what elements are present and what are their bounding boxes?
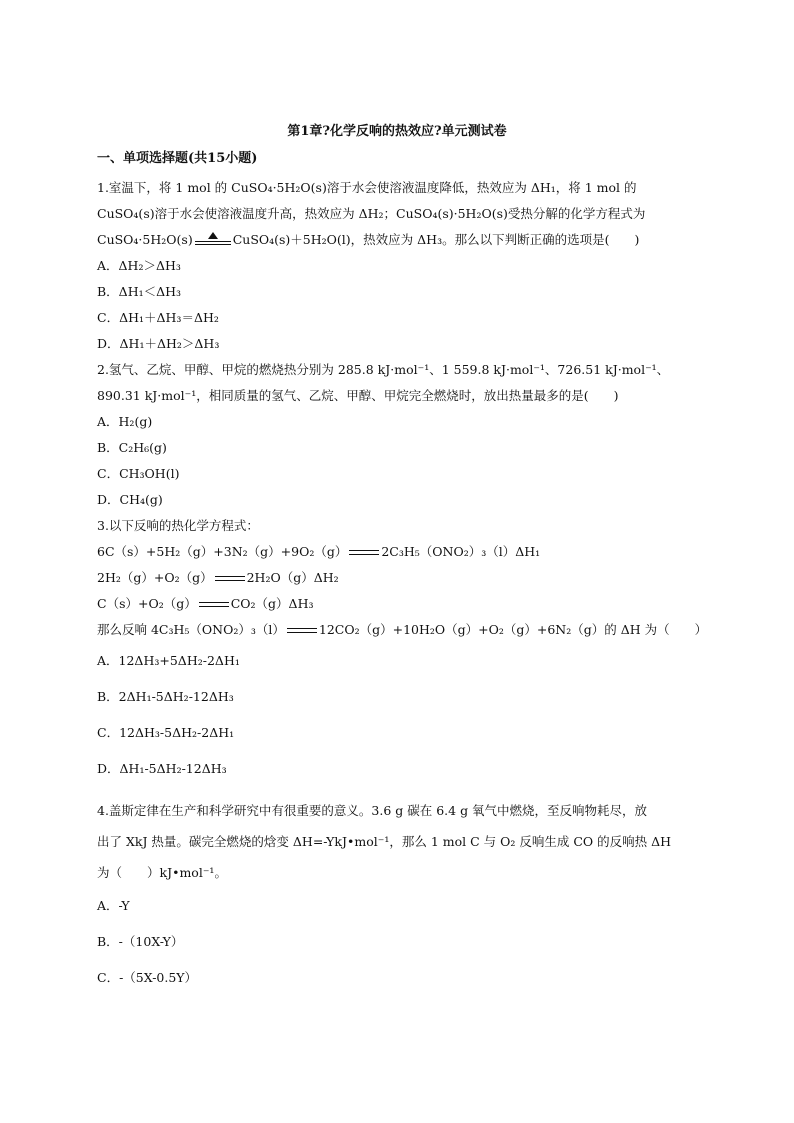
question-2: [97, 357, 707, 513]
page-title: 第1章?化学反响的热效应?单元测试卷: [287, 124, 507, 139]
q1-option-d: D．ΔH₁＋ΔH₂＞ΔH₃: [97, 336, 220, 351]
q4-option-b: B．-（10X-Y）: [97, 934, 184, 949]
document-body: [97, 149, 707, 996]
q1-option-a: A．ΔH₂＞ΔH₃: [97, 258, 181, 273]
q3-equation-2: [97, 565, 707, 591]
question-1: [97, 175, 707, 357]
q3-eq3-right: CO₂（g）ΔH₃: [230, 596, 314, 611]
q2-option-b: B．C₂H₆(g): [97, 440, 167, 455]
q3-eq2-left: 2H₂（g）+O₂（g）: [97, 570, 213, 585]
question-4: [97, 795, 707, 996]
q3-equation-3: [97, 591, 707, 617]
q3-ask-left: 那么反响 4C₃H₅（ONO₂）₃（l）: [97, 622, 285, 637]
equals-arrow-icon: [199, 602, 229, 607]
q3-eq1-right: 2C₃H₅（ONO₂）₃（l）ΔH₁: [381, 544, 541, 559]
q3-eq2-right: 2H₂O（g）ΔH₂: [246, 570, 339, 585]
heat-arrow-icon: [193, 235, 233, 247]
q4-line3: 为（ ）kJ•mol⁻¹。: [97, 865, 227, 880]
q4-line2: 出了 XkJ 热量。碳完全燃烧的焓变 ΔH=-YkJ•mol⁻¹，那么 1 mol C 与 O₂ 反响生成 CO 的反响热 ΔH: [97, 834, 672, 849]
question-3: [97, 513, 707, 787]
equals-arrow-icon: [215, 576, 245, 581]
q1-option-c: C．ΔH₁＋ΔH₃＝ΔH₂: [97, 310, 219, 325]
q3-eq1-left: 6C（s）+5H₂（g）+3N₂（g）+9O₂（g）: [97, 544, 348, 559]
q3-option-a: A．12ΔH₃+5ΔH₂-2ΔH₁: [97, 653, 240, 668]
q1-line1: 1.室温下，将 1 mol 的 CuSO₄·5H₂O(s)溶于水会使溶液温度降低，热效应为 ΔH₁，将 1 mol 的: [97, 180, 637, 195]
q2-option-a: A．H₂(g): [97, 414, 153, 429]
q1-reactant: CuSO₄·5H₂O(s): [97, 232, 193, 247]
equals-arrow-icon: [349, 550, 379, 555]
q1-option-b: B．ΔH₁＜ΔH₃: [97, 284, 182, 299]
q2-option-c: C．CH₃OH(l): [97, 466, 180, 481]
q3-ask-right: 12CO₂（g）+10H₂O（g）+O₂（g）+6N₂（g）的 ΔH 为（ ）: [318, 622, 708, 637]
q3-eq3-left: C（s）+O₂（g）: [97, 596, 197, 611]
q4-option-c: C．-（5X-0.5Y）: [97, 970, 198, 985]
q1-line2: CuSO₄(s)溶于水会使溶液温度升高，热效应为 ΔH₂；CuSO₄(s)·5H₂O(s)受热分解的化学方程式为: [97, 206, 646, 221]
q4-option-a: A．-Y: [97, 898, 130, 913]
q2-option-d: D．CH₄(g): [97, 492, 163, 507]
q1-line3: [97, 227, 707, 253]
q3-line1: 3.以下反响的热化学方程式：: [97, 518, 259, 533]
equals-arrow-icon: [287, 628, 317, 633]
q2-line2: 890.31 kJ·mol⁻¹，相同质量的氢气、乙烷、甲醇、甲烷完全燃烧时，放出热量最多的是( ): [97, 388, 619, 403]
q3-option-d: D．ΔH₁-5ΔH₂-12ΔH₃: [97, 761, 227, 776]
q3-question: [97, 617, 707, 643]
q3-option-c: C．12ΔH₃-5ΔH₂-2ΔH₁: [97, 725, 235, 740]
q2-line1: 2.氢气、乙烷、甲醇、甲烷的燃烧热分别为 285.8 kJ·mol⁻¹、1 559.8 kJ·mol⁻¹、726.51 kJ·mol⁻¹、: [97, 362, 670, 377]
q1-product: CuSO₄(s)＋5H₂O(l)，热效应为 ΔH₃。那么以下判断正确的选项是( ): [232, 232, 640, 247]
q4-line1: 4.盖斯定律在生产和科学研究中有很重要的意义。3.6 g 碳在 6.4 g 氧气中燃烧，至反响物耗尽，放: [97, 803, 648, 818]
section-heading: 一、单项选择题(共15小题): [97, 151, 258, 166]
q3-equation-1: [97, 539, 707, 565]
q3-option-b: B．2ΔH₁-5ΔH₂-12ΔH₃: [97, 689, 234, 704]
